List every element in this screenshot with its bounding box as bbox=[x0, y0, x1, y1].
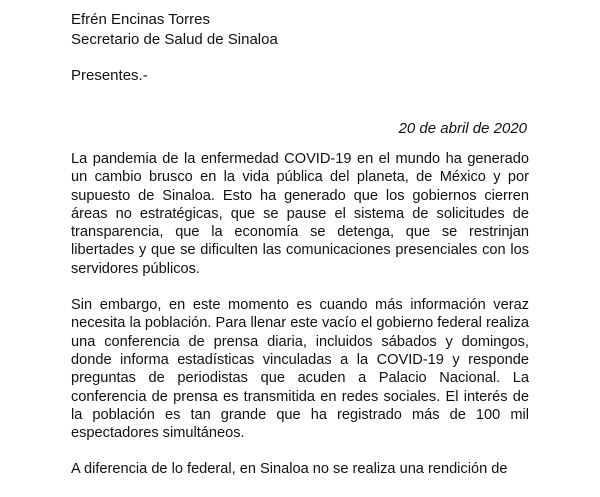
recipient-name: Efrén Encinas Torres bbox=[71, 11, 210, 28]
recipient-title: Secretario de Salud de Sinaloa bbox=[71, 31, 278, 48]
paragraph-1: La pandemia de la enfermedad COVID-19 en el mundo ha generado un cambio brusco en la vida pública del planeta, de México y por supuesto de Sinaloa. Esto ha generado que los gobiernos cierren áreas no estratégicas, que se pause el sistema de solicitudes de transparencia, que la economía se detenga, que se restrinjan libertades y que se dificulten las comunicaciones presenciales con los servidores públicos. bbox=[71, 151, 529, 277]
paragraph-2: Sin embargo, en este momento es cuando más información veraz necesita la población. Para llenar este vacío el gobierno federal realiza una conferencia de prensa diaria, incluidos sábados y domingos, donde informa estadísticas vinculadas a la COVID-19 y responde preguntas de periodistas que acuden a Palacio Nacional. La conferencia de prensa es transmitida en redes sociales. El interés de la población es tan grande que ha registrado más de 100 mil espectadores simultáneos. bbox=[71, 297, 529, 442]
letter-body bbox=[71, 150, 529, 497]
letter-date: 20 de abril de 2020 bbox=[398, 120, 527, 137]
salutation: Presentes.- bbox=[71, 67, 148, 84]
recipient-block bbox=[71, 10, 278, 50]
paragraph-3: A diferencia de lo federal, en Sinaloa no se realiza una rendición de bbox=[71, 461, 508, 478]
